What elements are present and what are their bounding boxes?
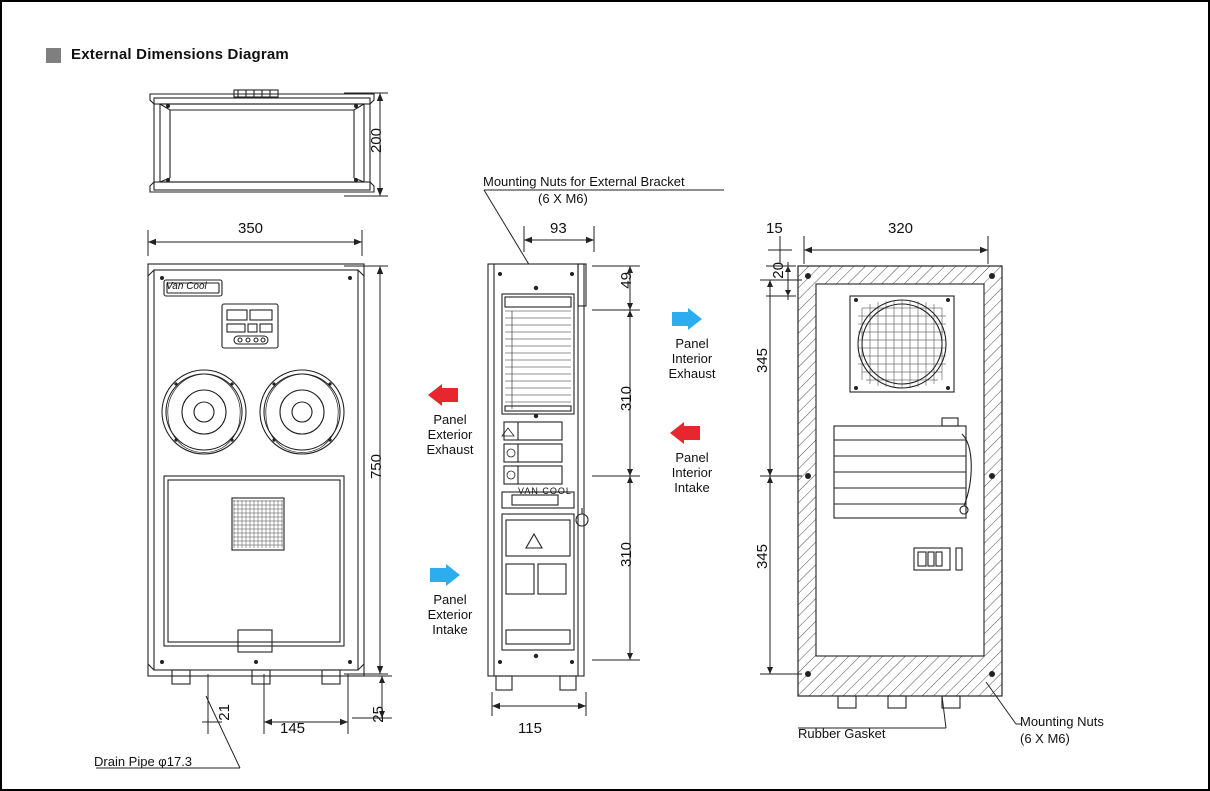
callout-rubber-gasket: Rubber Gasket — [798, 726, 886, 741]
panel-cutout-view — [792, 260, 1012, 712]
brand-plate-side: VAN COOL — [518, 486, 572, 496]
callout-mounting-nuts: Mounting Nuts — [1020, 714, 1104, 729]
arrow-right-blue-icon — [406, 564, 494, 586]
title-bullet-icon — [46, 48, 61, 63]
brand-plate-front: Van Cool — [166, 281, 207, 292]
arrow-left-red-icon-2 — [648, 422, 736, 444]
panel-interior-intake — [648, 422, 736, 495]
page-title: External Dimensions Diagram — [71, 46, 289, 63]
callout-mounting-nuts-sub: (6 X M6) — [1020, 731, 1070, 746]
panel-interior-exhaust-label: Panel Interior Exhaust — [668, 336, 716, 381]
callout-mounting-nuts-external: Mounting Nuts for External Bracket — [483, 174, 685, 189]
panel-exterior-intake-label: Panel Exterior Intake — [427, 592, 473, 637]
mounting-nuts-leader-2 — [982, 678, 1022, 738]
callout-drain-pipe: Drain Pipe φ17.3 — [94, 754, 193, 769]
panel-interior-intake-label: Panel Interior Intake — [671, 450, 713, 495]
arrow-left-red-icon — [406, 384, 494, 406]
panel-exterior-exhaust-label: Panel Exterior Exhaust — [426, 412, 474, 457]
panel-exterior-intake — [406, 564, 494, 637]
front-view — [142, 258, 372, 708]
panel-interior-exhaust — [648, 308, 736, 381]
panel-exterior-exhaust — [406, 384, 494, 457]
arrow-right-blue-icon-2 — [648, 308, 736, 330]
diagram-page: External Dimensions Diagram 200 350 Van Cool 750 21 145 25 Drain Pipe φ17.3 Panel Exterior Exhaust Panel Exterior Intake Mounting Nuts for External Bracket (6 X M6) 93 VAN COOL 49 310 310 115 Panel Interior Exhaust Panel Interior Intake 15 320 20 345 345 Rubber Gasket Mounting Nuts (6 X M6) — [0, 0, 1210, 791]
callout-mounting-nuts-external-sub: (6 X M6) — [538, 191, 588, 206]
